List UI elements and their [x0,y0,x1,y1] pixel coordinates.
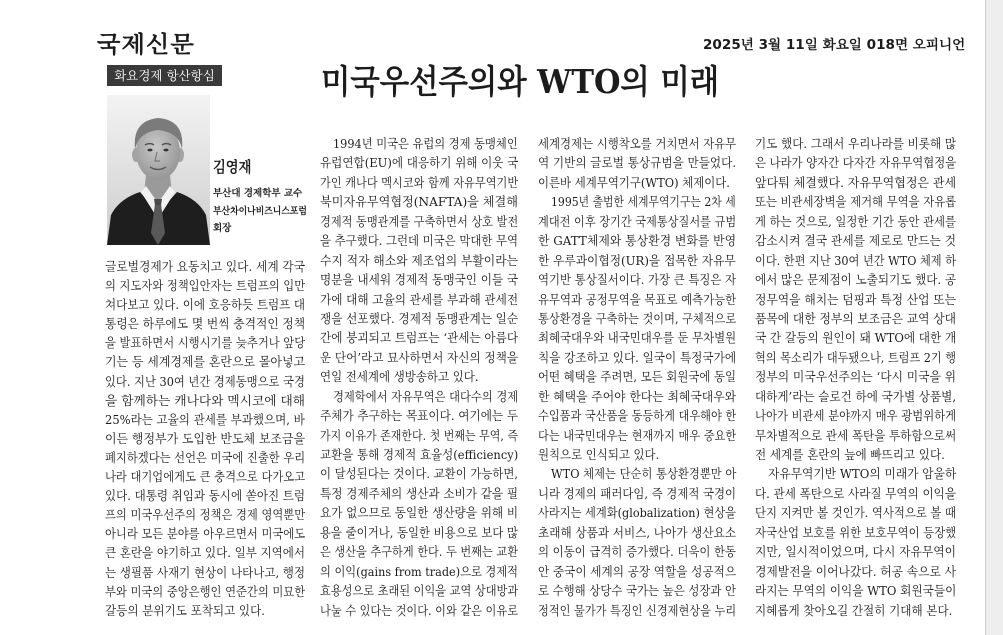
article-column-4 [755,134,956,620]
article-line [105,582,305,601]
article-line-text: 경제학에서 자유무역은 대다수의 경제 [333,388,519,404]
article-line-text: 쟁을 선포했다. 경제적 동맹관계는 일순 [320,310,519,326]
article-line-text: 쳐다보고 있다. 이에 호응하듯 트럼프 대 [105,297,306,313]
article-line [538,290,736,309]
article-line [755,251,956,270]
article-line [755,173,956,192]
article-line-text: 라지는 무역의 이익을 WTO 회원국들이 [755,583,957,599]
article-line-text: 지혜롭게 찾아오길 간절히 기대해 본다. [755,602,953,618]
article-line [105,524,305,543]
article-line [538,484,736,503]
article-line [105,276,305,295]
article-line [755,503,956,522]
article-line-text: 있다. 지난 30여 년간 경제동맹으로 국경 [105,373,305,389]
article-line-text: 은 생산을 추구하게 한다. 두 번째는 교환 [320,544,519,560]
article-line-text: 원칙으로 인식되고 있다. [538,447,660,462]
article-line-text: 요가 없으므로 동일한 생산량을 위해 비 [320,505,519,521]
article-line [105,563,305,582]
article-line-text: 가인 캐나다 멕시코와 함께 자유무역기반 [320,174,519,190]
article-line [105,352,305,371]
page-edge [985,0,1003,635]
article-line [320,542,518,561]
article-line-text: 나눌 수 있다는 것이다. 이와 같은 이유로 [320,602,519,618]
article-line [320,562,518,581]
article-line [538,251,736,270]
article-line-text: 용을 줄이거나, 동일한 비용으로 보다 많 [320,524,519,540]
newspaper-name [97,30,195,60]
article-line-text: 단지 지켜만 볼 것인가. 역사적으로 볼 때 [755,505,957,521]
article-line-text: 을 추구했다. 그런데 미국은 막대한 무역 [320,233,519,249]
article-line-text: 정적인 물가가 특징인 신경제현상을 누리 [538,602,737,618]
article-line [105,448,305,467]
article-line [105,295,305,314]
article-line-text: 1994년 미국은 유럽의 경제 동맹체인 [333,136,518,151]
article-line-text: 초래해 상품과 서비스, 나아가 생산요소 [538,524,737,540]
article-line [755,387,956,406]
article-line-text: 북미자유무역협정(NAFTA)을 체결해 [320,194,518,210]
article-line-text: 명분을 내세워 경제적 동맹국인 이들 국 [320,272,519,288]
article-column-2 [320,134,518,620]
article-line-text: 칙을 강조하고 있다. 일국이 특정국가에 [538,349,737,365]
article-line [320,192,518,211]
article-line-text: 교환을 통해 경제적 효율성(efficiency) [320,447,519,462]
article-line [538,387,736,406]
article-line [538,231,736,250]
article-line [755,445,956,464]
article-line-text: 이 달성된다는 것이다. 교환이 가능하면, [320,466,519,482]
article-line-text: 무차별적으로 관세 폭탄을 투하함으로써 [755,427,957,443]
column-label-text: 화요경제 항산항심 [114,68,215,83]
article-line-text: 을 함께하는 캐나다와 멕시코에 대해 [105,392,306,408]
article-line [755,601,956,620]
article-line-text: 통상환경을 구축하는 것이며, 구체적으로 [538,310,737,326]
dateline [702,37,965,55]
article-line [755,270,956,289]
article-line-text: 폐지하겠다는 선언은 미국에 진출한 우리 [105,449,306,465]
article-line-text: 이른바 세계무역기구(WTO) 체제이다. [538,174,730,190]
article-line-text: 역기반 통상질서이다. 가장 큰 특징은 자 [538,272,737,288]
article-line [755,562,956,581]
article-line-text: 은 나라가 양자간 다자간 자유무역협정을 [755,155,957,171]
article-line [320,290,518,309]
article-line [538,562,736,581]
article-line-text: 대하게’라는 슬로건 하에 국가별 상품별, [755,388,957,404]
article-line-text: 1995년 출범한 세계무역기구는 2차 세 [551,194,736,210]
article-line-text: 프의 미국우선주의 정책은 경제 영역뿐만 [105,507,306,523]
article-line-text: 가에 대해 고율의 관세를 부과해 관세전 [320,291,519,307]
article-line [105,391,305,410]
author-title-line: 부산대 경제학부 교수 [213,188,303,199]
article-line [755,212,956,231]
article-line-text: 경제발전을 이어나갔다. 허공 속으로 사 [755,563,957,579]
article-line [755,192,956,211]
article-line [538,426,736,445]
article-line [755,328,956,347]
article-line [320,503,518,522]
article-line-text: 이든 행정부가 도입한 반도체 보조금을 [105,430,306,446]
article-line-text: 유럽연합(EU)에 대응하기 위해 이웃 국 [320,155,519,171]
article-line-text: 경제적 동맹관계를 구축하면서 상호 발전 [320,213,519,229]
article-line [755,426,956,445]
article-line [755,153,956,172]
article-line-text: 정부의 미국우선주의는 ‘다시 미국을 위 [755,369,957,385]
article-line [320,328,518,347]
article-line [320,523,518,542]
article-line [538,601,736,620]
article-line-text: 니라 경제의 패러다임, 즉 경제적 국경이 [538,485,737,501]
article-line [320,484,518,503]
article-line-text: 세계경제는 시행착오를 거치면서 자유무 [538,136,737,151]
article-line [105,486,305,505]
article-line-text: 연일 전세계에 생방송하고 있다. [320,369,479,385]
article-line-text: 로 수행해 상당수 국가는 높은 성장과 안 [538,583,737,599]
article-line-text: 감소시켜 결국 관세를 제로로 만드는 것 [755,233,957,249]
article-line-text: 에서 많은 문제점이 노출되기도 했다. 공 [755,272,957,288]
article-line [538,503,736,522]
article-line-text: 유무역과 공정무역을 목표로 예측가능한 [538,291,737,307]
article-line [320,153,518,172]
article-line-text: 글로벌경제가 요동치고 있다. 세계 각국 [105,259,306,274]
article-line [755,367,956,386]
article-line-text: 을 발표하면서 시행시기를 늦추거나 앞당 [105,335,306,351]
article-line [538,309,736,328]
article-line-text: 한 혜택을 주어야 한다는 최혜국대우와 [538,388,737,404]
article-line [538,192,736,211]
article-line [105,601,305,620]
article-line [320,387,518,406]
article-line-text: 정무역을 해치는 덤핑과 특정 산업 또는 [755,291,957,307]
article-line-text: WTO 체제는 단순히 통상환경뿐만 아 [551,466,737,482]
article-line-text: 자국산업 보호를 위한 보호무역이 등장했 [755,524,957,540]
article-line [538,173,736,192]
author-name-text: 김영재 [213,158,252,176]
article-line [538,542,736,561]
headline-text: 미국우선주의와 WTO의 미래 [320,62,720,101]
article-line-text: 기도 했다. 그래서 우리나라를 비롯해 많 [755,136,957,151]
article-line-text: 가지 이유가 존재한다. 첫 번째는 무역, 즉 [320,427,518,443]
article-line [755,290,956,309]
article-line [755,581,956,600]
article-line [320,212,518,231]
article-line [105,467,305,486]
dateline-text: 2025년 3월 11일 화요일 018면 오피니언 [702,38,965,53]
article-line-text: 국 간 갈등의 원인이 돼 WTO에 대한 개 [755,330,957,346]
column-label-box [107,65,222,86]
article-line-text: 통령은 하루에도 몇 번씩 충격적인 정책 [105,316,306,332]
article-line-text: 자유무역기반 WTO의 미래가 암울하 [768,466,957,482]
article-line-text: 나라 대기업에게도 큰 충격으로 다가오고 [105,469,306,485]
article-line-text: 주체가 추구하는 목표이다. 여기에는 두 [320,408,519,424]
article-line [320,134,518,153]
article-line-text: 어떤 혜택을 주려면, 모든 회원국에 동일 [538,369,737,385]
article-line [755,484,956,503]
article-line-text: 큰 혼란을 야기하고 있다. 일부 지역에서 [105,545,306,561]
article-line-text: 아니라 모든 분야를 아우르면서 미국에도 [105,526,306,542]
article-line [538,523,736,542]
article-line [538,445,736,464]
article-line [105,333,305,352]
article-line [538,212,736,231]
article-line-text: 있다. 대통령 취임과 동시에 쏟아진 트럼 [105,488,306,504]
article-line-text: 또는 비관세장벽을 제거해 무역을 자유롭 [755,194,957,210]
article-line [755,464,956,483]
article-line [105,314,305,333]
article-line-text: 이다. 한편 지난 30여 년간 WTO 체제 하 [755,252,957,268]
article-column-3 [538,134,736,620]
article-line [320,309,518,328]
author-title-line: 부산차이나비즈니스포럼 [213,205,307,217]
article-line-text: 수입품과 국산품을 동등하게 대우해야 한 [538,408,737,424]
article-line [105,543,305,562]
article-line-text: 갈등의 분위기도 포착되고 있다. [105,602,265,618]
article-line-text: 최혜국대우와 내국민대우를 둔 무차별원 [538,330,737,346]
article-line-text: 게 하는 것으로, 일정한 기간 동안 관세를 [755,213,957,229]
author-portrait-icon [107,95,210,245]
article-line-text: 수지 적자 해소와 제조업의 부활이라는 [320,252,519,268]
article-line-text: 는 생필품 사재기 현상이 나타나고, 행정 [105,564,306,580]
article-line [320,601,518,620]
author-photo [107,95,210,245]
article-line [320,464,518,483]
article-line-text: 의 이익(gains from trade)으로 경제적 [320,563,518,579]
article-line-text: 한 우루과이협정(UR)을 접목한 자유무 [538,252,736,268]
headline [300,61,740,103]
article-line-text: 앞다퉈 체결했다. 자유무역협정은 관세 [755,174,957,190]
article-line [320,426,518,445]
article-line [538,367,736,386]
article-line-text: 부와 미국의 중앙은행인 연준간의 미묘한 [105,583,306,599]
article-line [320,251,518,270]
article-line-text: 전 세계를 혼란의 늪에 빠뜨리고 있다. [755,447,945,462]
article-line-text: 효용성으로 초래된 이익을 교역 상대방과 [320,583,519,599]
article-line [538,153,736,172]
article-line [320,367,518,386]
article-line-text: 의 지도자와 정책입안자는 트럼프의 입만 [105,278,306,294]
newspaper-name-text: 국제신문 [97,32,195,58]
author-titles [213,185,314,238]
article-line-text: 계대전 이후 장기간 국제통상질서를 규범 [538,213,737,229]
article-line [105,410,305,429]
article-line [538,348,736,367]
article-line-text: 운 단어’라고 묘사하면서 자신의 정책을 [320,349,519,365]
article-line-text: 간에 붕괴되고 트럼프는 ‘관세는 아름다 [320,330,519,346]
article-line [755,406,956,425]
article-line [320,231,518,250]
article-line-text: 기는 등 세계경제를 혼란으로 몰아넣고 [105,354,306,370]
article-line-text: 지만, 일시적이었으며, 다시 자유무역이 [755,544,957,560]
article-line [538,328,736,347]
article-line-text: 사라지는 세계화(globalization) 현상을 [538,505,737,521]
author-name [213,157,256,177]
article-line [105,372,305,391]
article-line [538,406,736,425]
article-line [755,542,956,561]
article-line [105,429,305,448]
article-line [538,464,736,483]
article-line-text: 다는 내국민대우는 현재까지 매우 중요한 [538,427,737,443]
article-line [538,581,736,600]
article-line-text: 안 중국이 세계의 공장 역할을 성공적으 [538,563,737,579]
article-line [320,270,518,289]
article-line-text: 한 GATT체제와 통상환경 변화를 반영 [538,233,737,249]
article-line [755,309,956,328]
article-line [755,523,956,542]
article-line-text: 특정 경제주체의 생산과 소비가 같을 필 [320,485,519,501]
article-line [320,406,518,425]
article-line [320,348,518,367]
article-line [105,257,305,276]
article-line-text: 역 기반의 글로벌 통상규범을 만들었다. [538,155,737,171]
article-line-text: 혁의 목소리가 대두됐으나, 트럼프 2기 행 [755,349,956,365]
article-line [755,231,956,250]
article-line [105,505,305,524]
author-title-line: 회장 [213,223,232,234]
article-line-text: 다. 관세 폭탄으로 사라질 무역의 이익을 [755,485,957,501]
article-line [538,270,736,289]
article-line [538,134,736,153]
article-line [320,445,518,464]
article-line-text: 25%라는 고율의 관세를 부과했으며, 바 [105,411,305,427]
article-line [755,348,956,367]
article-line [320,581,518,600]
article-line-text: 의 이동이 급격히 증가했다. 더욱이 한동 [538,544,737,560]
article-line-text: 품목에 대한 정부의 보조금은 교역 상대 [755,310,957,326]
article-line [320,173,518,192]
article-line [755,134,956,153]
article-column-1 [105,257,305,620]
article-line-text: 나아가 비관세 분야까지 매우 광범위하게 [755,408,957,424]
